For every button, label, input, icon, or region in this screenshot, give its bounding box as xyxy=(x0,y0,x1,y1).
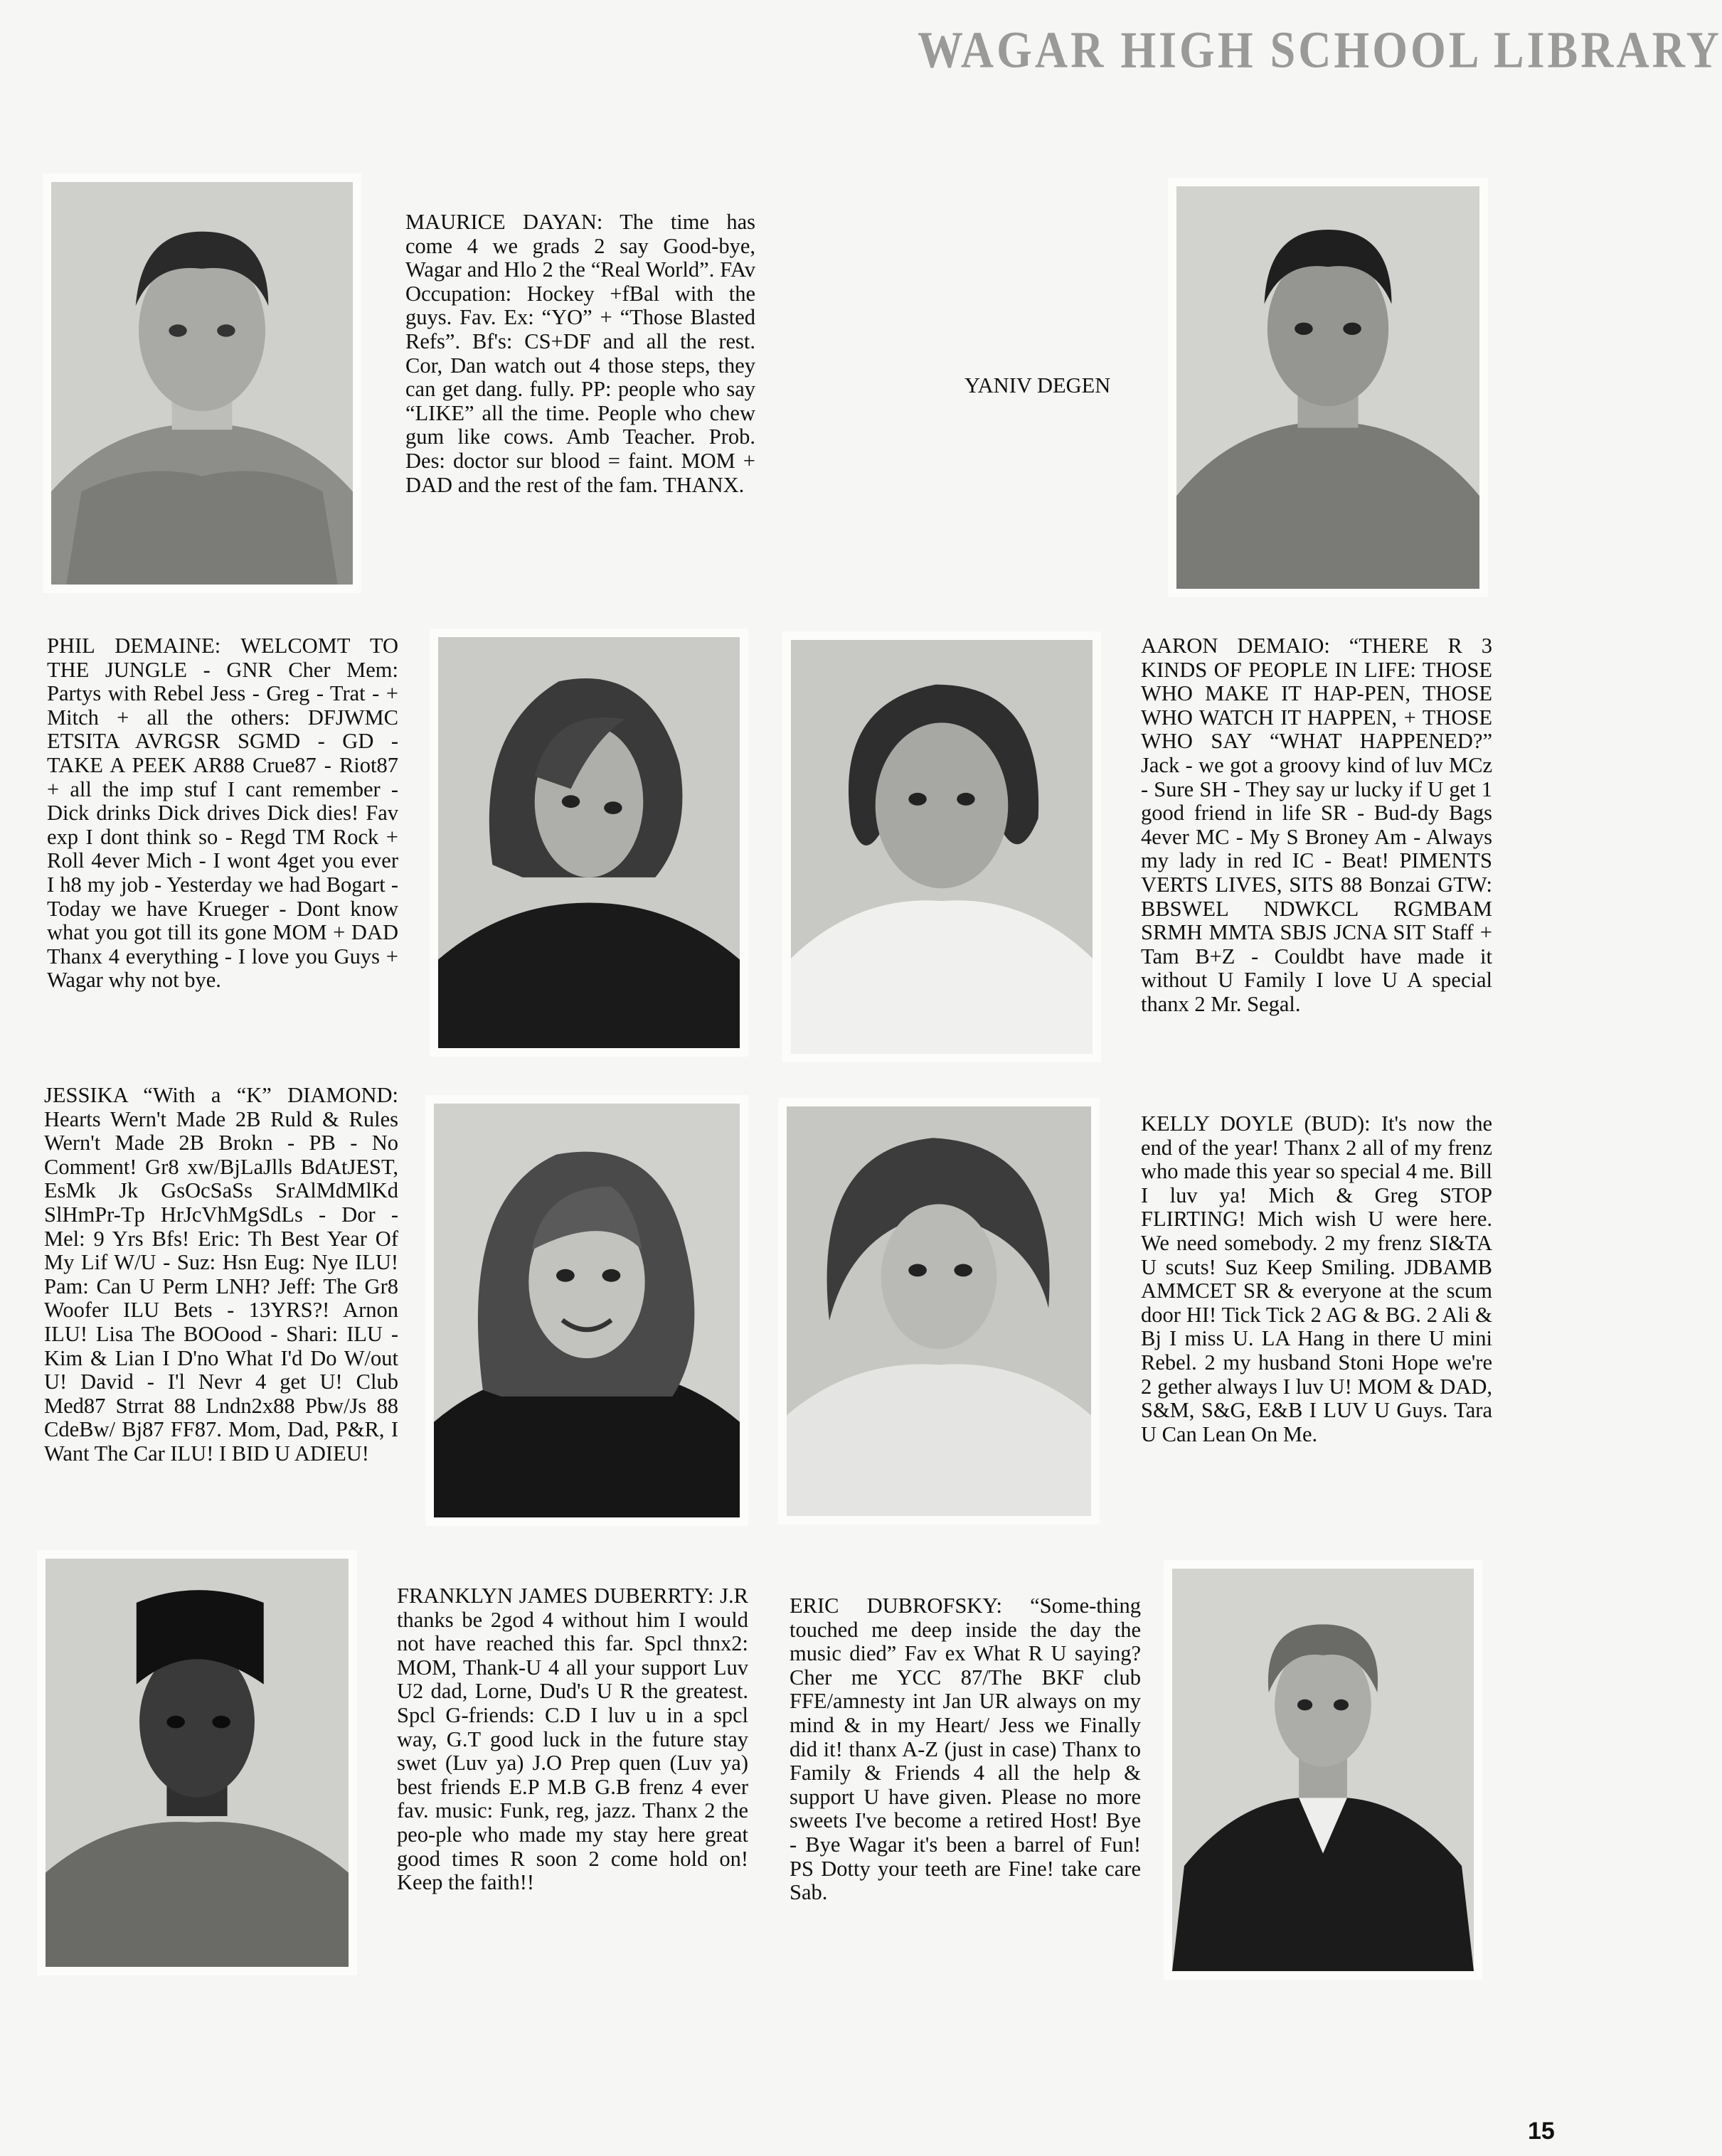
student-portrait-icon xyxy=(438,637,740,1048)
bio-franklyn-duberrty: FRANKLYN JAMES DUBERRTY: J.R thanks be 2god 4 without him I would not have reached this far. Spcl thnx2: MOM, Thank-U 4 all your support Luv U2 dad, Lorne, Dud's U R the greatest. Spcl G-friends: C.D I luv u in a spcl way, G.T good luck in the future stay swet (Luv ya) J.O Prep quen (Luv ya) best friends E.P M.B G.B frenz 4 ever fav. music: Funk, reg, jazz. Thanx 2 the peo-ple who made my stay here great good times R soon 2 come hold on! Keep the faith!! xyxy=(397,1584,754,1895)
page-number: 15 xyxy=(1528,2118,1555,2145)
portrait-kelly-doyle xyxy=(778,1098,1100,1525)
bio-aaron-demaio: AARON DEMAIO: “THERE R 3 KINDS OF PEOPLE IN LIFE: THOSE WHO MAKE IT HAP-PEN, THOSE WHO WATCH IT HAPPEN, + THOSE WHO SAY “WHAT HAPPENED?” Jack - we got a groovy kind of luv MCz - Sure SH - They say ur lucky if U get 1 good friend in life SR - Bud-dy Bags 4ever MC - My S Broney Am - Always my lady in red IC - Beat! PIMENTS VERTS LIVES, SITS 88 Bonzai GTW: BBSWEL NDWKCL RGMBAM SRMH MMTA SBJS JCNA SIT Staff + Tam B+Z - Couldbt have made it without U Family I love U A special thanx 2 Mr. Segal. xyxy=(1141,634,1498,1016)
portrait-jessika-diamond xyxy=(425,1095,748,1526)
student-portrait-icon xyxy=(1176,186,1479,589)
student-portrait-icon xyxy=(791,640,1093,1054)
student-portrait-icon xyxy=(46,1559,349,1967)
bio-kelly-doyle: KELLY DOYLE (BUD): It's now the end of the year! Thanx 2 all of my frenz who made this year so special 4 me. Bill I luv ya! Mich & Greg STOP FLIRTING! Mich wish U were here. We need somebody. 2 my frenz SI&TA U scuts! Suz Keep Smiling. JDBAMB AMMCET SR & everyone at the scum door HI! Tick Tick 2 AG & BG. 2 Ali & Bj I miss U. LA Hang in there U mini Rebel. 2 my husband Stoni Hope we're 2 gether always I luv U! MOM & DAD, S&M, S&G, E&B I LUV U Guys. Tara U Can Lean On Me. xyxy=(1141,1111,1498,1446)
bio-yaniv-degen: YANIV DEGEN xyxy=(964,373,1111,397)
bio-maurice-dayan: MAURICE DAYAN: The time has come 4 we grads 2 say Good-bye, Wagar and Hlo 2 the “Real World”. FAv Occupation: Hockey +fBal with the guys. Fav. Ex: “YO” + “Those Blasted Refs”. Bf's: CS+DF and all the rest. Cor, Dan watch out 4 those steps, they can get dang. fully. PP: people who say “LIKE” all the time. People who chew gum like cows. Amb Teacher. Prob. Des: doctor sur blood = faint. MOM + DAD and the rest of the fam. THANX. xyxy=(405,210,761,497)
library-stamp: WAGAR HIGH SCHOOL LIBRARY xyxy=(918,21,1722,79)
portrait-yaniv-degen xyxy=(1168,178,1488,597)
student-portrait-icon xyxy=(434,1104,740,1517)
portrait-maurice-dayan xyxy=(43,174,361,593)
student-portrait-icon xyxy=(787,1106,1091,1516)
portrait-franklyn-duberrty xyxy=(37,1550,357,1975)
portrait-phil-demaine xyxy=(430,629,748,1057)
bio-jessika-diamond: JESSIKA “With a “K” DIAMOND: Hearts Wern't Made 2B Ruld & Rules Wern't Made 2B Brokn - PB - No Comment! Gr8 xw/BjLaJlls BdAtJEST, EsMk Jk GsOcSaSs SrAlMdMlKd SlHmPr-Tp HrJcVhMgSdLs - Dor - Mel: 9 Yrs Bfs! Eric: Th Best Year Of My Lif W/U - Suz: Hsn Eug: Nye ILU! Pam: Can U Perm LNH? Jeff: The Gr8 Woofer ILU Bets - 13YRS?! Arnon ILU! Lisa The BOOood - Shari: ILU - Kim & Lian I D'no What I'd Do W/out U! David - I'l Nevr 4 get U! Club Med87 Strrat 88 Lndn2x88 Pbw/Js 88 CdeBw/ Bj87 FF87. Mom, Dad, P&R, I Want The Car ILU! I BID U ADIEU! xyxy=(44,1083,404,1466)
bio-phil-demaine: PHIL DEMAINE: WELCOMT TO THE JUNGLE - GNR Cher Mem: Partys with Rebel Jess - Greg - Trat - + Mitch + all the others: DFJWMC ETSITA AVRGSR SGMD - GD - TAKE A PEEK AR88 Crue87 - Riot87 + all the imp stuf I cant remember - Dick drinks Dick drives Dick dies! Fav exp I dont think so - Regd TM Rock + Roll 4ever Mich - I wont 4get you ever I h8 my job - Yesterday we had Bogart - Today we have Krueger - Dont know what you got till its gone MOM + DAD Thanx 4 everything - I love you Guys + Wagar why not bye. xyxy=(47,634,404,993)
student-portrait-icon xyxy=(51,182,353,585)
portrait-aaron-demaio xyxy=(782,631,1101,1062)
student-portrait-icon xyxy=(1172,1569,1474,1971)
bio-eric-dubrofsky: ERIC DUBROFSKY: “Some-thing touched me deep inside the day the music died” Fav ex What R U saying? Cher me YCC 87/The BKF club FFE/amnesty int Jan UR always on my mind & in my Heart/ Jess we Finally did it! thanx A-Z (just in case) Thanx to Family & Friends 4 all the help & support U have given. Please no more sweets I've become a retired Host! Bye - Bye Wagar it's been a barrel of Fun! PS Dotty your teeth are Fine! take care Sab. xyxy=(790,1594,1147,1905)
portrait-eric-dubrofsky xyxy=(1164,1560,1482,1980)
